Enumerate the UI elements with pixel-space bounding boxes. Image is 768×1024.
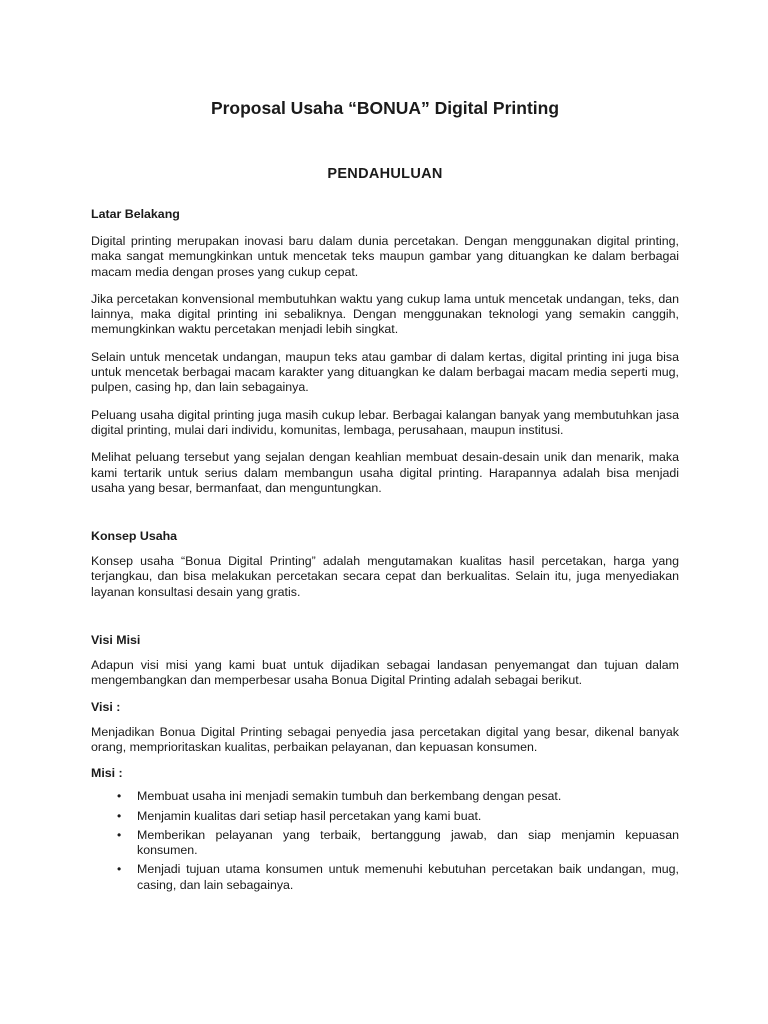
list-item-text: Memberikan pelayanan yang terbaik, bertanggung jawab, dan siap menjamin kepuasan konsumen. [137, 827, 679, 858]
list-item [91, 789, 679, 804]
bullet-icon: • [117, 808, 122, 823]
document-title: Proposal Usaha “BONUA” Digital Printing [210, 98, 560, 118]
paragraph: Selain untuk mencetak undangan, maupun teks atau gambar di dalam kertas, digital printing ini juga bisa untuk mencetak berbagai macam karakter yang dituangkan ke dalam berbagai macam media seperti mug, pulpen, casing hp, dan lain sebagainya. [91, 349, 679, 395]
list-item [91, 862, 679, 893]
paragraph: Peluang usaha digital printing juga masih cukup lebar. Berbagai kalangan banyak yang membutuhkan jasa digital printing, mulai dari individu, komunitas, lembaga, perusahaan, maupun institusi. [91, 407, 679, 437]
paragraph: Menjadikan Bonua Digital Printing sebagai penyedia jasa percetakan digital yang besar, dikenal banyak orang, memprioritaskan kualitas, perbaikan pelayanan, dan kepuasan konsumen. [91, 724, 679, 754]
list-item [91, 809, 679, 824]
misi-label: Misi : [91, 766, 123, 781]
heading-latar-belakang: Latar Belakang [91, 207, 180, 221]
paragraph: Konsep usaha “Bonua Digital Printing” adalah mengutamakan kualitas hasil percetakan, harga yang terjangkau, dan bisa melakukan percetakan secara cepat dan berkualitas. Selain itu, juga menyediakan layanan konsultasi desain yang gratis. [91, 554, 679, 599]
paragraph: Jika percetakan konvensional membutuhkan waktu yang cukup lama untuk mencetak undangan, teks, dan lainnya, maka digital printing ini sebaliknya. Dengan menggunakan teknologi yang semakin canggih, memungkinkan waktu percetakan menjadi lebih singkat. [91, 291, 679, 337]
document-body [91, 206, 679, 893]
bullet-icon: • [117, 827, 122, 842]
visi-label: Visi : [91, 699, 121, 714]
list-item-text: Menjamin kualitas dari setiap hasil percetakan yang kami buat. [137, 808, 482, 823]
list-item-text: Menjadi tujuan utama konsumen untuk memenuhi kebutuhan percetakan baik undangan, mug, casing, dan lain sebagainya. [137, 862, 679, 892]
paragraph: Digital printing merupakan inovasi baru dalam dunia percetakan. Dengan menggunakan digital printing, maka sangat memungkinkan untuk mencetak teks maupun gambar yang dituangkan ke dalam berbagai macam media dengan proses yang cukup cepat. [91, 234, 679, 279]
list-item-text: Membuat usaha ini menjadi semakin tumbuh dan berkembang dengan pesat. [137, 789, 562, 804]
section-heading: PENDAHULUAN [327, 166, 443, 182]
paragraph: Adapun visi misi yang kami buat untuk dijadikan sebagai landasan penyemangat dan tujuan dalam mengembangkan dan memperbesar usaha Bonua Digital Printing adalah sebagai berikut. [91, 658, 679, 688]
heading-visi-misi: Visi Misi [91, 633, 141, 648]
bullet-icon: • [117, 862, 122, 877]
heading-konsep-usaha: Konsep Usaha [91, 529, 178, 544]
misi-list [91, 789, 679, 893]
paragraph: Melihat peluang tersebut yang sejalan dengan keahlian membuat desain-desain unik dan menarik, maka kami tertarik untuk serius dalam membangun usaha digital printing. Harapannya adalah bisa menjadi usaha yang besar, bermanfaat, dan menguntungkan. [91, 450, 679, 495]
list-item [91, 828, 679, 859]
bullet-icon: • [117, 789, 122, 804]
